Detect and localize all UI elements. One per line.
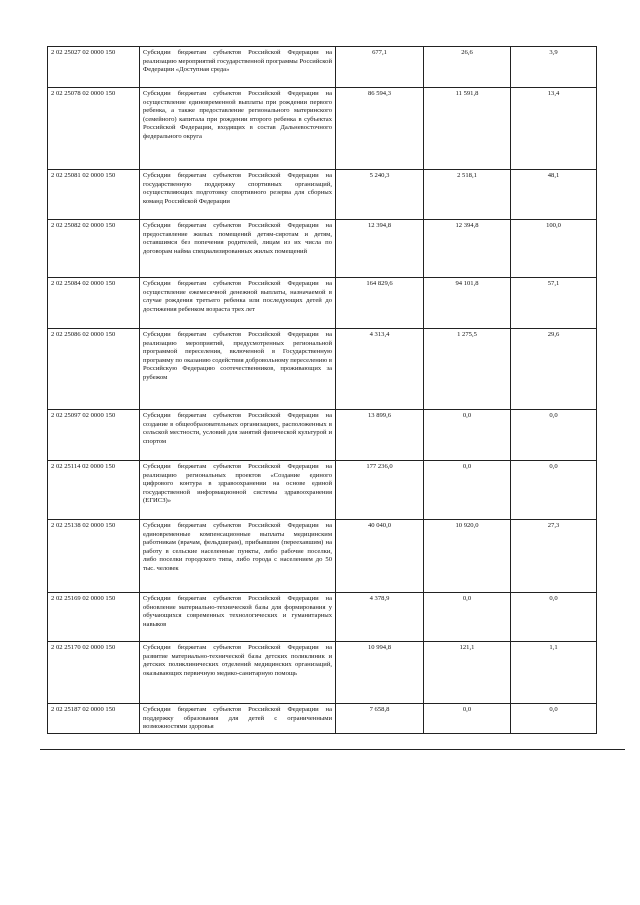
percent-cell: 100,0 — [511, 220, 597, 278]
percent-cell: 13,4 — [511, 88, 597, 170]
plan-amount-cell: 7 658,8 — [336, 704, 424, 734]
actual-amount-cell: 11 591,8 — [424, 88, 511, 170]
percent-cell: 1,1 — [511, 642, 597, 704]
table-row — [48, 278, 597, 329]
plan-amount-cell: 677,1 — [336, 47, 424, 88]
table-row — [48, 593, 597, 642]
percent-cell: 0,0 — [511, 410, 597, 461]
percent-cell: 29,6 — [511, 329, 597, 410]
description-cell: Субсидии бюджетам субъектов Российской Федерации на создание в общеобразовательных организациях, расположенных в сельской местности, условий для занятий физической культурой и спортом — [140, 410, 336, 461]
description-cell: Субсидии бюджетам субъектов Российской Федерации на реализацию мероприятий, предусмотренных региональной программой переселения, включенной в Государственную программу по оказанию содействия добровольному переселению в Российскую Федерацию соотечественников, проживающих за рубежом — [140, 329, 336, 410]
table-row — [48, 520, 597, 593]
budget-code-cell: 2 02 25082 02 0000 150 — [48, 220, 140, 278]
table-row — [48, 47, 597, 88]
budget-code-cell: 2 02 25086 02 0000 150 — [48, 329, 140, 410]
budget-code-cell: 2 02 25170 02 0000 150 — [48, 642, 140, 704]
actual-amount-cell: 0,0 — [424, 461, 511, 520]
percent-cell: 27,3 — [511, 520, 597, 593]
percent-cell: 0,0 — [511, 593, 597, 642]
percent-cell: 57,1 — [511, 278, 597, 329]
budget-code-cell: 2 02 25027 02 0000 150 — [48, 47, 140, 88]
table-row — [48, 220, 597, 278]
actual-amount-cell: 94 101,8 — [424, 278, 511, 329]
plan-amount-cell: 4 313,4 — [336, 329, 424, 410]
actual-amount-cell: 0,0 — [424, 410, 511, 461]
plan-amount-cell: 13 899,6 — [336, 410, 424, 461]
budget-code-cell: 2 02 25187 02 0000 150 — [48, 704, 140, 734]
table-row — [48, 329, 597, 410]
plan-amount-cell: 86 594,3 — [336, 88, 424, 170]
plan-amount-cell: 12 394,8 — [336, 220, 424, 278]
description-cell: Субсидии бюджетам субъектов Российской Федерации на осуществление ежемесячной денежной выплаты, назначаемой в случае рождения третьего ребенка или последующих детей до достижения ребенком возраста трех лет — [140, 278, 336, 329]
plan-amount-cell: 177 236,0 — [336, 461, 424, 520]
description-cell: Субсидии бюджетам субъектов Российской Федерации на обновление материально-технической базы для формирования у обучающихся современных технологических и гуманитарных навыков — [140, 593, 336, 642]
description-cell: Субсидии бюджетам субъектов Российской Федерации на осуществление единовременной выплаты при рождении первого ребенка, а также предоставление регионального материнского (семейного) капитала при рождении второго ребенка в субъектах Российской Федерации, входящих в состав Дальневосточного федерального округа — [140, 88, 336, 170]
description-cell: Субсидии бюджетам субъектов Российской Федерации на реализацию региональных проектов «Создание единого цифрового контура в здравоохранении на основе единой государственной информационной системы здравоохранения (ЕГИСЗ)» — [140, 461, 336, 520]
percent-cell: 3,9 — [511, 47, 597, 88]
actual-amount-cell: 0,0 — [424, 704, 511, 734]
budget-code-cell: 2 02 25081 02 0000 150 — [48, 170, 140, 220]
budget-code-cell: 2 02 25097 02 0000 150 — [48, 410, 140, 461]
table-row — [48, 704, 597, 734]
actual-amount-cell: 12 394,8 — [424, 220, 511, 278]
plan-amount-cell: 164 829,6 — [336, 278, 424, 329]
description-cell: Субсидии бюджетам субъектов Российской Федерации на развитие материально-технической базы детских поликлиник и детских поликлинических отделений медицинских организаций, оказывающих первичную медико-санитарную помощь — [140, 642, 336, 704]
percent-cell: 48,1 — [511, 170, 597, 220]
table-row — [48, 461, 597, 520]
description-cell: Субсидии бюджетам субъектов Российской Федерации на единовременные компенсационные выплаты медицинским работникам (врачам, фельдшерам), прибывшим (переехавшим) на работу в сельские населенные пункты, либо рабочие поселки, либо поселки городского типа, либо города с населением до 50 тыс. человек — [140, 520, 336, 593]
plan-amount-cell: 4 378,9 — [336, 593, 424, 642]
table-row — [48, 88, 597, 170]
budget-code-cell: 2 02 25084 02 0000 150 — [48, 278, 140, 329]
actual-amount-cell: 1 275,5 — [424, 329, 511, 410]
description-cell: Субсидии бюджетам субъектов Российской Федерации на государственную поддержку спортивных организаций, осуществляющих подготовку спортивного резерва для сборных команд Российской Федерации — [140, 170, 336, 220]
actual-amount-cell: 10 920,0 — [424, 520, 511, 593]
description-cell: Субсидии бюджетам субъектов Российской Федерации на реализацию мероприятий государственной программы Российской Федерации «Доступная среда» — [140, 47, 336, 88]
budget-code-cell: 2 02 25078 02 0000 150 — [48, 88, 140, 170]
actual-amount-cell: 2 518,1 — [424, 170, 511, 220]
table-row — [48, 642, 597, 704]
plan-amount-cell: 5 240,3 — [336, 170, 424, 220]
percent-cell: 0,0 — [511, 461, 597, 520]
budget-code-cell: 2 02 25138 02 0000 150 — [48, 520, 140, 593]
actual-amount-cell: 26,6 — [424, 47, 511, 88]
actual-amount-cell: 0,0 — [424, 593, 511, 642]
table-row — [48, 170, 597, 220]
plan-amount-cell: 40 040,0 — [336, 520, 424, 593]
budget-code-cell: 2 02 25169 02 0000 150 — [48, 593, 140, 642]
percent-cell: 0,0 — [511, 704, 597, 734]
table-row — [48, 410, 597, 461]
actual-amount-cell: 121,1 — [424, 642, 511, 704]
description-cell: Субсидии бюджетам субъектов Российской Федерации на поддержку образования для детей с ограниченными возможностями здоровья — [140, 704, 336, 734]
plan-amount-cell: 10 994,8 — [336, 642, 424, 704]
page-bottom-rule — [40, 749, 625, 750]
description-cell: Субсидии бюджетам субъектов Российской Федерации на предоставление жилых помещений детям-сиротам и детям, оставшимся без попечения родителей, лицам из их числа по договорам найма специализированных жилых помещений — [140, 220, 336, 278]
budget-table — [47, 46, 597, 734]
budget-code-cell: 2 02 25114 02 0000 150 — [48, 461, 140, 520]
